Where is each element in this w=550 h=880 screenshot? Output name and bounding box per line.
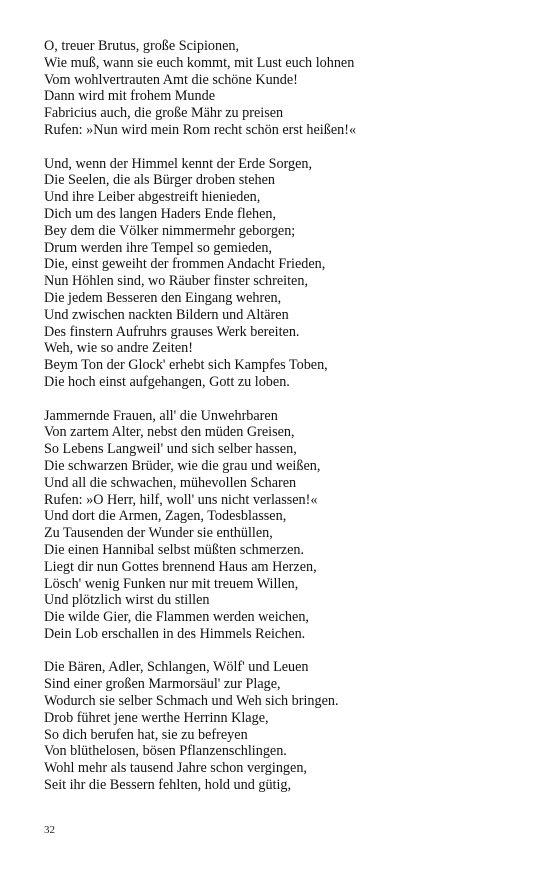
verse-line: Nun Höhlen sind, wo Räuber finster schreiten, [44,273,308,290]
verse-line: Von blüthelosen, bösen Pflanzenschlingen. [44,743,287,760]
verse-line: Und ihre Leiber abgestreift hienieden, [44,189,261,206]
verse-line: Dein Lob erschallen in des Himmels Reichen. [44,625,306,642]
verse-line: Des finstern Aufruhrs grauses Werk bereiten. [44,323,300,340]
verse-line: Bey dem die Völker nimmermehr geborgen; [44,222,296,239]
stanza-3 [44,408,524,643]
verse-line: Rufen: »Nun wird mein Rom recht schön erst heißen!« [44,121,357,138]
stanza-1 [44,38,524,139]
verse-line: Wohl mehr als tausend Jahre schon vergingen, [44,760,307,777]
poem-text [44,38,524,811]
verse-line: Und, wenn der Himmel kennt der Erde Sorgen, [44,155,313,172]
verse-line: Drob führet jene werthe Herrinn Klage, [44,709,269,726]
verse-line: Rufen: »O Herr, hilf, woll' uns nicht verlassen!« [44,491,318,508]
verse-line: Vom wohlvertrauten Amt die schöne Kunde! [44,71,298,88]
verse-line: Wodurch sie selber Schmach und Weh sich bringen. [44,693,339,710]
verse-line: Die schwarzen Brüder, wie die grau und weißen, [44,457,321,474]
verse-line: Die hoch einst aufgehangen, Gott zu loben. [44,373,290,390]
verse-line: Und all die schwachen, mühevollen Scharen [44,474,297,491]
verse-line: Sind einer großen Marmorsäul' zur Plage, [44,676,281,693]
verse-line: Dich um des langen Haders Ende flehen, [44,205,277,222]
verse-line: So Lebens Langweil' und sich selber hassen, [44,441,297,458]
page-number: 32 [44,824,55,836]
verse-line: Lösch' wenig Funken nur mit treuem Willen, [44,575,299,592]
stanza-2 [44,156,524,391]
verse-line: Und zwischen nackten Bildern und Altären [44,306,289,323]
verse-line: Zu Tausenden der Wunder sie enthüllen, [44,525,273,542]
verse-line: Weh, wie so andre Zeiten! [44,340,193,357]
verse-line: Beym Ton der Glock' erhebt sich Kampfes Toben, [44,357,328,374]
verse-line: Liegt dir nun Gottes brennend Haus am Herzen, [44,558,317,575]
verse-line: Die wilde Gier, die Flammen werden weichen, [44,609,309,626]
verse-line: O, treuer Brutus, große Scipionen, [44,38,240,54]
verse-line: Jammernde Frauen, all' die Unwehrbaren [44,407,278,424]
verse-line: Wie muß, wann sie euch kommt, mit Lust euch lohnen [44,54,355,71]
verse-line: Von zartem Alter, nebst den müden Greisen, [44,424,295,441]
verse-line: Die Seelen, die als Bürger droben stehen [44,172,276,189]
verse-line: Fabricius auch, die große Mähr zu preisen [44,105,284,122]
verse-line: Dann wird mit frohem Munde [44,88,216,105]
verse-line: Die Bären, Adler, Schlangen, Wölf' und Leuen [44,659,309,676]
stanza-4 [44,659,524,793]
verse-line: So dich berufen hat, sie zu befreyen [44,726,248,743]
verse-line: Die einen Hannibal selbst müßten schmerzen. [44,541,305,558]
verse-line: Und plötzlich wirst du stillen [44,592,210,609]
verse-line: Und dort die Armen, Zagen, Todesblassen, [44,508,287,525]
verse-line: Die jedem Besseren den Eingang wehren, [44,289,282,306]
verse-line: Die, einst geweiht der frommen Andacht Frieden, [44,256,326,273]
verse-line: Seit ihr die Bessern fehlten, hold und gütig, [44,777,292,794]
verse-line: Drum werden ihre Tempel so gemieden, [44,239,273,256]
